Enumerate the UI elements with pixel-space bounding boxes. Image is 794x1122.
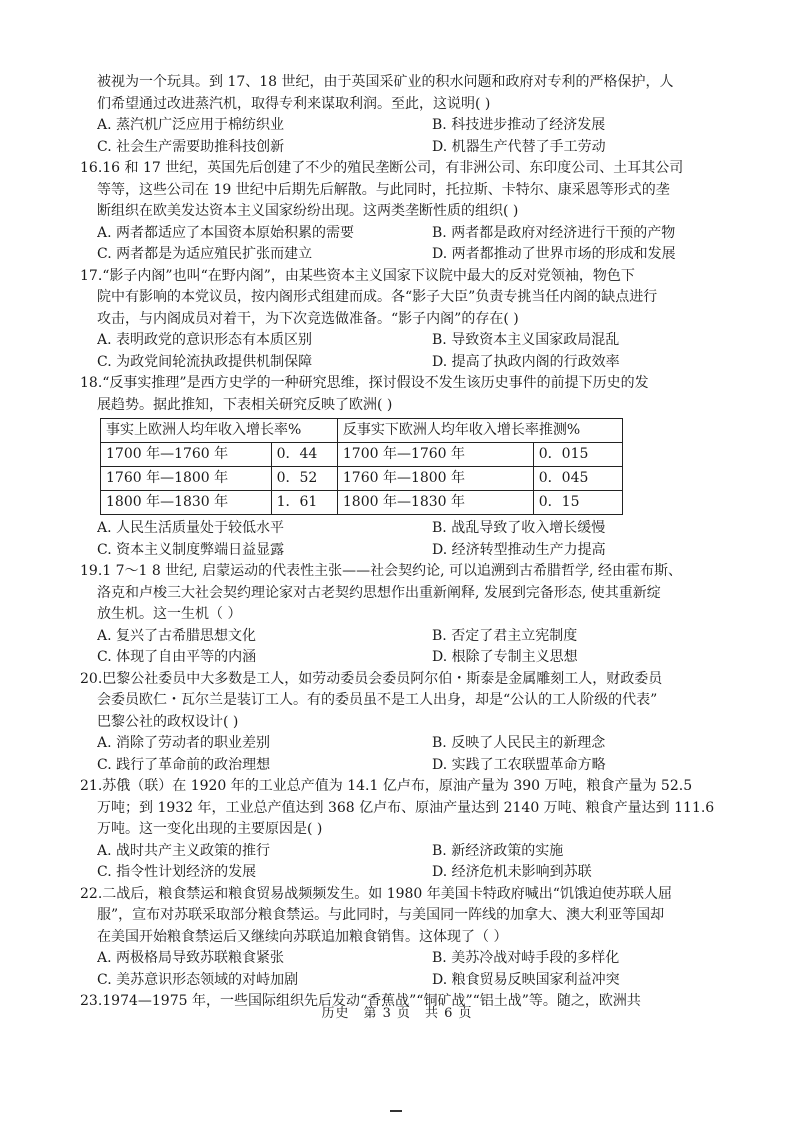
question-19-stem-3: 放生机。这一生机（ ）: [97, 606, 242, 622]
table-cell: 1．61: [271, 491, 337, 515]
question-20-stem: 20.巴黎公社委员中大多数是工人，如劳动委员会委员阿尔伯・斯泰是金属雕刻工人，财政委员: [80, 670, 663, 687]
table-cell: 1760 年—1800 年: [101, 467, 272, 491]
option-b: B. 新经济政策的实施: [432, 842, 564, 859]
option-d: D. 经济转型推动生产力提高: [432, 541, 606, 558]
question-17-options: [80, 330, 728, 373]
question-23-stem: 23.1974—1975 年，一些国际组织先后发动“香蕉战”“铜矿战”“铝土战”等。随之，欧洲共: [80, 993, 641, 1009]
option-c: C. 指令性计划经济的发展: [97, 864, 257, 880]
option-b: B. 两者都是政府对经济进行干预的产物: [432, 224, 676, 241]
table-cell: 1800 年—1830 年: [337, 491, 533, 515]
option-a: A. 两极格局导致苏联粮食紧张: [97, 950, 285, 966]
option-d: D. 两者都推动了世界市场的形成和发展: [432, 246, 676, 262]
table-cell: 0．015: [533, 443, 622, 467]
table-row: [101, 467, 623, 491]
question-21-options: [80, 841, 728, 884]
question-18-options: [80, 518, 728, 561]
question-22-options: [80, 948, 728, 991]
table-cell: 0．44: [271, 443, 337, 467]
table-header-counterfactual: 反事实下欧洲人均年收入增长率推测%: [337, 419, 622, 443]
table-cell: 0．52: [271, 467, 337, 491]
question-19-stem: 19.1 7～1 8 世纪, 启蒙运动的代表性主张——社会契约论, 可以追溯到古希腊哲学, 经由霍布斯、: [80, 563, 682, 579]
question-22-stem-3: 在美国开始粮食禁运后又继续向苏联追加粮食销售。这体现了（ ）: [97, 928, 508, 945]
option-c: C. 两者都是为适应殖民扩张而建立: [97, 246, 313, 262]
intro-line-1: 被视为一个玩具。到 17、18 世纪，由于英国采矿业的积水问题和政府对专利的严格保护，人: [97, 74, 674, 90]
option-d: D. 根除了专制主义思想: [432, 649, 578, 665]
option-c: C. 践行了革命前的政治理想: [97, 756, 271, 773]
option-d: D. 经济危机未影响到苏联: [432, 864, 592, 880]
intro-options: [80, 115, 728, 158]
option-a: A. 人民生活质量处于较低水平: [97, 520, 285, 536]
option-a: A. 复兴了古希腊思想文化: [97, 627, 257, 644]
option-b: B. 导致资本主义国家政局混乱: [432, 332, 620, 348]
intro-line-2: 们希望通过改进蒸汽机，取得专利来谋取利润。至此，这说明( ): [97, 95, 491, 112]
option-a: A. 表明政党的意识形态有本质区别: [97, 332, 313, 348]
table-header-row: [101, 419, 623, 443]
income-growth-table: [100, 418, 623, 515]
question-22-stem: 22.二战后，粮食禁运和粮食贸易战频频发生。如 1980 年美国卡特政府喊出“饥饿迫使苏联人屈: [80, 885, 672, 902]
table-row: [101, 491, 623, 515]
option-c: C. 社会生产需要助推科技创新: [97, 138, 285, 155]
option-b: B. 否定了君主立宪制度: [432, 627, 578, 644]
question-22-stem-2: 服”，宣布对苏联采取部分粮食禁运。与此同时，与美国同一阵线的加拿大、澳大利亚等国却: [97, 907, 665, 923]
table-cell: 1800 年—1830 年: [101, 491, 272, 515]
table-header-factual: 事实上欧洲人均年收入增长率%: [101, 419, 338, 443]
option-d: D. 提高了执政内阁的行政效率: [432, 353, 620, 370]
page-footer: 历史 第 3 页 共 6 页: [321, 1006, 473, 1021]
option-a: A. 两者都适应了本国资本原始积累的需要: [97, 224, 355, 241]
option-b: B. 美苏冷战对峙手段的多样化: [432, 950, 620, 966]
question-17-stem: 17.“影子内阁”也叫“在野内阁”，由某些资本主义国家下议院中最大的反对党领袖，物色下: [80, 267, 635, 284]
question-16-stem-3: 断组织在欧美发达资本主义国家纷纷出现。这两类垄断性质的组织( ): [97, 203, 519, 219]
question-21-stem: 21.苏俄（联）在 1920 年的工业总产值为 14.1 亿卢布，原油产量为 390 万吨，粮食产量为 52.5: [80, 778, 693, 794]
table-cell: 0．045: [533, 467, 622, 491]
option-a: A. 消除了劳动者的职业差别: [97, 735, 271, 751]
page-content: [80, 72, 728, 1013]
question-20-stem-3: 巴黎公社的政权设计( ): [97, 713, 239, 730]
bottom-divider: [390, 1110, 402, 1112]
question-17-stem-3: 攻击，与内阁成员对着干，为下次竞选做准备。“影子内阁”的存在( ): [97, 310, 519, 327]
table-cell: 1700 年—1760 年: [101, 443, 272, 467]
table-row: [101, 443, 623, 467]
table-cell: 0．15: [533, 491, 622, 515]
table-cell: 1700 年—1760 年: [337, 443, 533, 467]
question-19-options: [80, 626, 728, 669]
question-21-stem-3: 万吨。这一变化出现的主要原因是( ): [97, 821, 323, 837]
option-d: D. 机器生产代替了手工劳动: [432, 138, 606, 155]
option-b: B. 反映了人民民主的新理念: [432, 735, 606, 751]
option-c: C. 体现了自由平等的内涵: [97, 649, 257, 665]
question-16-options: [80, 223, 728, 266]
option-c: C. 为政党间轮流执政提供机制保障: [97, 353, 313, 370]
question-16-stem: 16.16 和 17 世纪，英国先后创建了不少的殖民垄断公司，有非洲公司、东印度公司、土耳其公司: [80, 160, 684, 176]
question-21-stem-2: 万吨；到 1932 年，工业总产值达到 368 亿卢布、原油产量达到 2140 万吨、粮食产量达到 111.6: [97, 799, 715, 816]
option-c: C. 美苏意识形态领域的对峙加剧: [97, 971, 299, 988]
question-20-stem-2: 会委员欧仁・瓦尔兰是装订工人。有的委员虽不是工人出身，却是“公认的工人阶级的代表”: [97, 692, 658, 708]
question-20-options: [80, 733, 728, 776]
option-d: D. 实践了工农联盟革命方略: [432, 756, 606, 773]
option-d: D. 粮食贸易反映国家利益冲突: [432, 971, 620, 988]
option-b: B. 科技进步推动了经济发展: [432, 117, 606, 133]
question-17-stem-2: 院中有影响的本党议员，按内阁形式组建而成。各“影子大臣”负责专挑当任内阁的缺点进行: [97, 289, 658, 305]
option-a: A. 蒸汽机广泛应用于棉纺织业: [97, 117, 285, 133]
option-a: A. 战时共产主义政策的推行: [97, 842, 271, 859]
question-18-stem: 18.“反事实推理”是西方史学的一种研究思维，探讨假设不发生该历史事件的前提下历史的发: [80, 375, 649, 391]
question-16-stem-2: 等等，这些公司在 19 世纪中后期先后解散。与此同时，托拉斯、卡特尔、康采恩等形式的垄: [97, 181, 670, 198]
question-19-stem-2: 洛克和卢梭三大社会契约理论家对古老契约思想作出重新阐释, 发展到完备形态, 使其重新绽: [97, 584, 661, 601]
question-18-stem-2: 展趋势。据此推知，下表相关研究反映了欧洲( ): [97, 396, 393, 413]
option-b: B. 战乱导致了收入增长缓慢: [432, 520, 606, 536]
option-c: C. 资本主义制度弊端日益显露: [97, 541, 285, 558]
table-cell: 1760 年—1800 年: [337, 467, 533, 491]
